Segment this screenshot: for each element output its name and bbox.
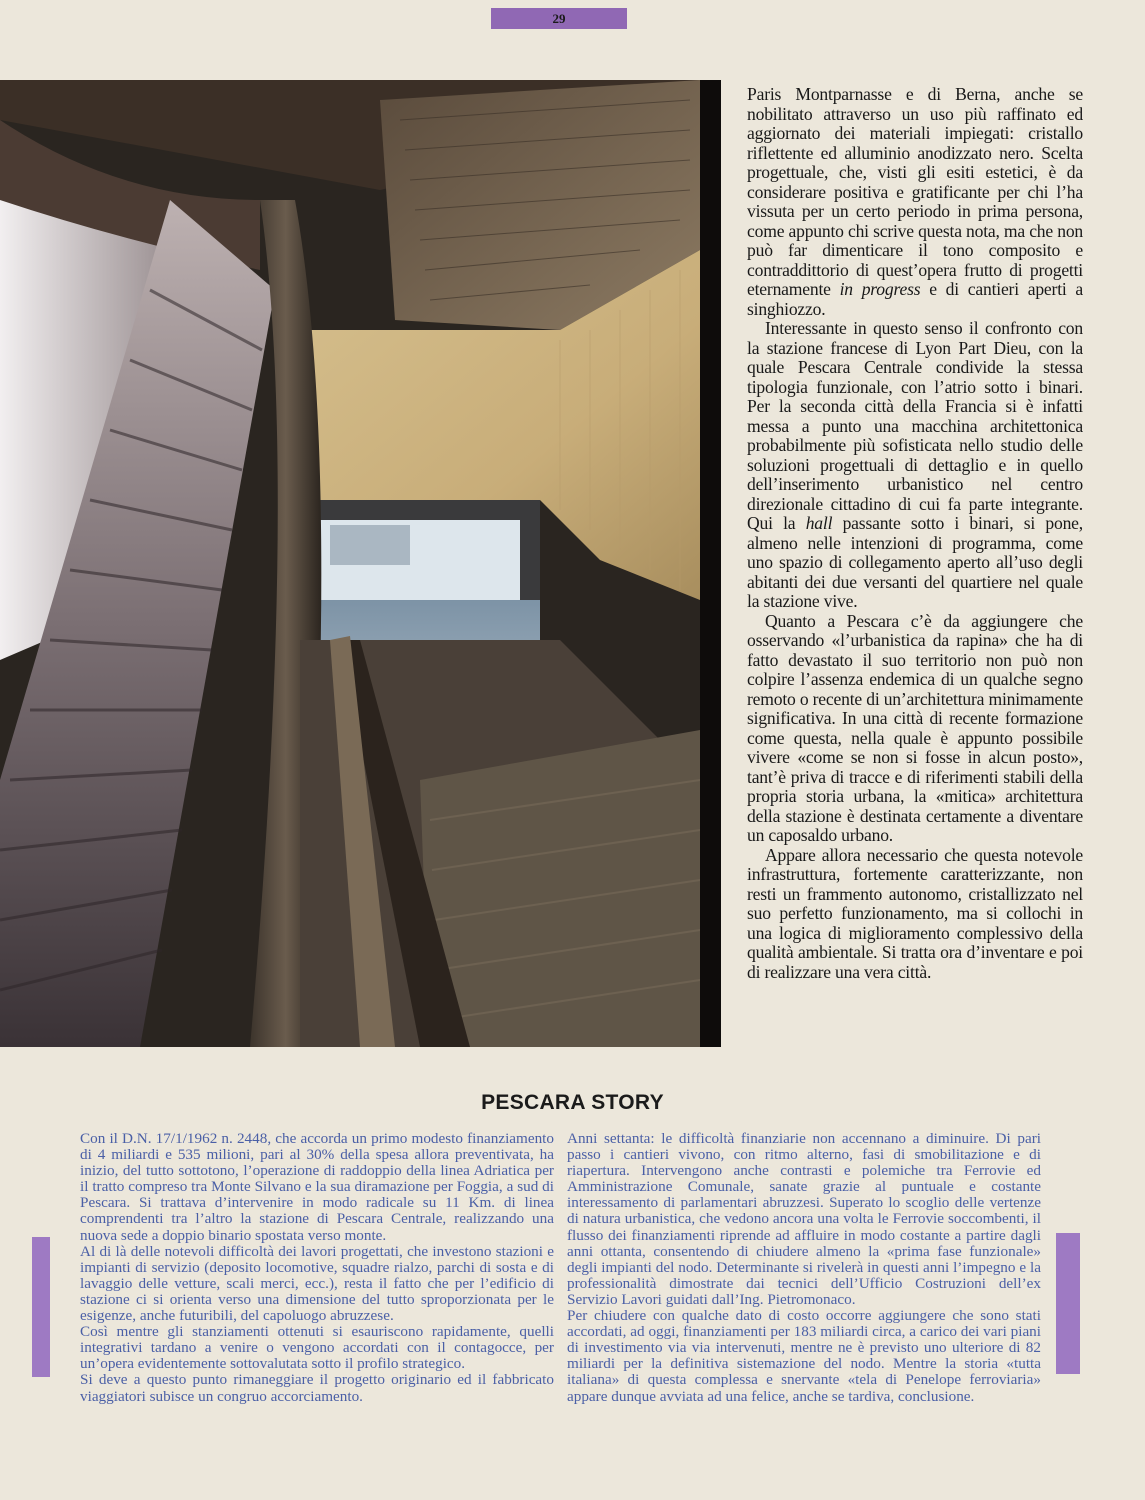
article-paragraph: Paris Montparnasse e di Berna, anche se nobilitato attraverso un uso più raffinato ed aggiornato dei materiali impiegati: cristallo riflettente ed alluminio anodizzato nero. Scelta progettuale, che, visti gli esiti estetici, è da considerare positiva e gratificante per chi l’ha vissuta per un certo periodo in prima persona, come appunto chi scrive questa nota, ma che non può far dimenticare il tono composito e contraddittorio di quest’opera frutto di progetti eternamente in progress e di cantieri aperti a singhiozzo. (747, 84, 1084, 319)
article-text (747, 85, 1083, 982)
page-number-bar (491, 8, 627, 29)
sidebar-title: PESCARA STORY (481, 1091, 664, 1114)
escalator-photo (0, 80, 721, 1047)
sidebar-paragraph: Anni settanta: le difficoltà finanziarie non accennano a diminuire. Di pari passo i cantieri vivono, con ritmo alterno, fasi di smobilitazione e di riapertura. Intervengono anche contrasti e polemiche tra Ferrovie ed Amministrazione Comunale, sanate grazie al puntuale e costante interessamento di parlamentari abruzzesi. Superato lo scoglio delle vertenze di natura urbanistica, che vedono ancora una volta le Ferrovie soccombenti, il flusso dei finanziamenti riprende ad affluire in modo costante a partire dagli anni ottanta, consentendo di chiudere almeno la «prima fase funzionale» degli impianti del nodo. Determinante si rivelerà in questi anni l’impegno e la professionalità dimostrate dai tecnici dell’Ufficio Costruzioni dell’ex Servizio Lavori guidati dall’Ing. Pietromonaco. (567, 1130, 1041, 1308)
article-paragraph: Interessante in questo senso il confronto con la stazione francese di Lyon Part Dieu, con la quale Pescara Centrale condivide la stessa tipologia funzionale, con l’atrio sotto i binari. Per la seconda città della Francia si è infatti messa a punto una macchina architettonica probabilmente più sofisticata nello studio delle soluzioni progettuali di dettaglio e in quello dell’inserimento urbanistico nel centro direzionale cittadino di cui fa parte integrante. Qui la hall passante sotto i binari, si pone, almeno nelle intenzioni di programma, come uno spazio di collegamento aperto all’uso degli abitanti dei due versanti del quartiere nel quale la stazione vive. (747, 318, 1083, 611)
sidebar-paragraph: Si deve a questo punto rimaneggiare il progetto originario ed il fabbricato viaggiatori subisce un congruo accorciamento. (80, 1371, 554, 1405)
sidebar-column-left (80, 1131, 554, 1405)
escalator-photo-drawing (0, 80, 721, 1047)
article-paragraph: Appare allora necessario che questa notevole infrastruttura, fortemente caratterizzante, non resti un frammento autonomo, cristallizzato nel suo perfetto funzionamento, ma si collochi in una logica di miglioramento complessivo della qualità ambientale. Si tratta ora d’inventare e poi di realizzare una vera città. (747, 844, 1083, 982)
article-paragraph: Quanto a Pescara c’è da aggiungere che osservando «l’urbanistica da rapina» che ha di fatto devastato il suo territorio non può non colpire l’assenza endemica di un qualche segno remoto o recente di un’architettura minimamente significativa. In una città di recente formazione come questa, nella quale è appunto possibile vivere «come se non si fosse in alcun posto», tant’è priva di tracce e di riferimenti stabili della propria storia urbana, la «mitica» architettura della stazione è destinata certamente a diventare un caposaldo urbano. (747, 610, 1083, 845)
accent-bar-right (1056, 1233, 1080, 1374)
sidebar-column-right (567, 1131, 1041, 1405)
sidebar-paragraph: Al di là delle notevoli difficoltà dei lavori progettati, che investono stazioni e impianti di servizio (deposito locomotive, squadre rialzo, parchi di sosta e di lavaggio delle vetture, scali merci, ecc.), resta il fatto che per l’edificio di stazione ci si orienta verso una dimensione del tutto sproporzionata per le esigenze, anche futuribili, del capoluogo abruzzese. (80, 1242, 554, 1325)
sidebar-paragraph: Per chiudere con qualche dato di costo occorre aggiungere che sono stati accordati, ad oggi, finanziamenti per 183 miliardi circa, a carico dei vari piani di investimento via via intervenuti, mentre ne è previsto uno ulteriore di 82 miliardi per la definitiva sistemazione del nodo. Mentre la storia «tutta italiana» di questa complessa e snervante «tela di Penelope ferroviaria» appare dunque avviata ad una felice, anche se tardiva, conclusione. (567, 1307, 1041, 1405)
page-number: 29 (552, 10, 566, 26)
sidebar-paragraph: Con il D.N. 17/1/1962 n. 2448, che accorda un primo modesto finanziamento di 4 miliardi e 535 milioni, pari al 30% della spesa allora preventivata, ha inizio, del tutto sottotono, l’operazione di raddoppio della linea Adriatica per il tratto compreso tra Monte Silvano e la sua diramazione per Foggia, a sud di Pescara. Si trattava d’intervenire in modo radicale su 11 Km. di linea comprendenti tra l’altro la stazione di Pescara Centrale, realizzando una nuova sede a doppio binario spostata verso monte. (80, 1130, 554, 1244)
sidebar-paragraph: Così mentre gli stanziamenti ottenuti si esauriscono rapidamente, quelli integrativi tardano a venire o vengono accordati con il contagocce, per un’opera evidentemente sottovalutata sotto il profilo strategico. (80, 1323, 554, 1373)
accent-bar-left (32, 1237, 50, 1377)
